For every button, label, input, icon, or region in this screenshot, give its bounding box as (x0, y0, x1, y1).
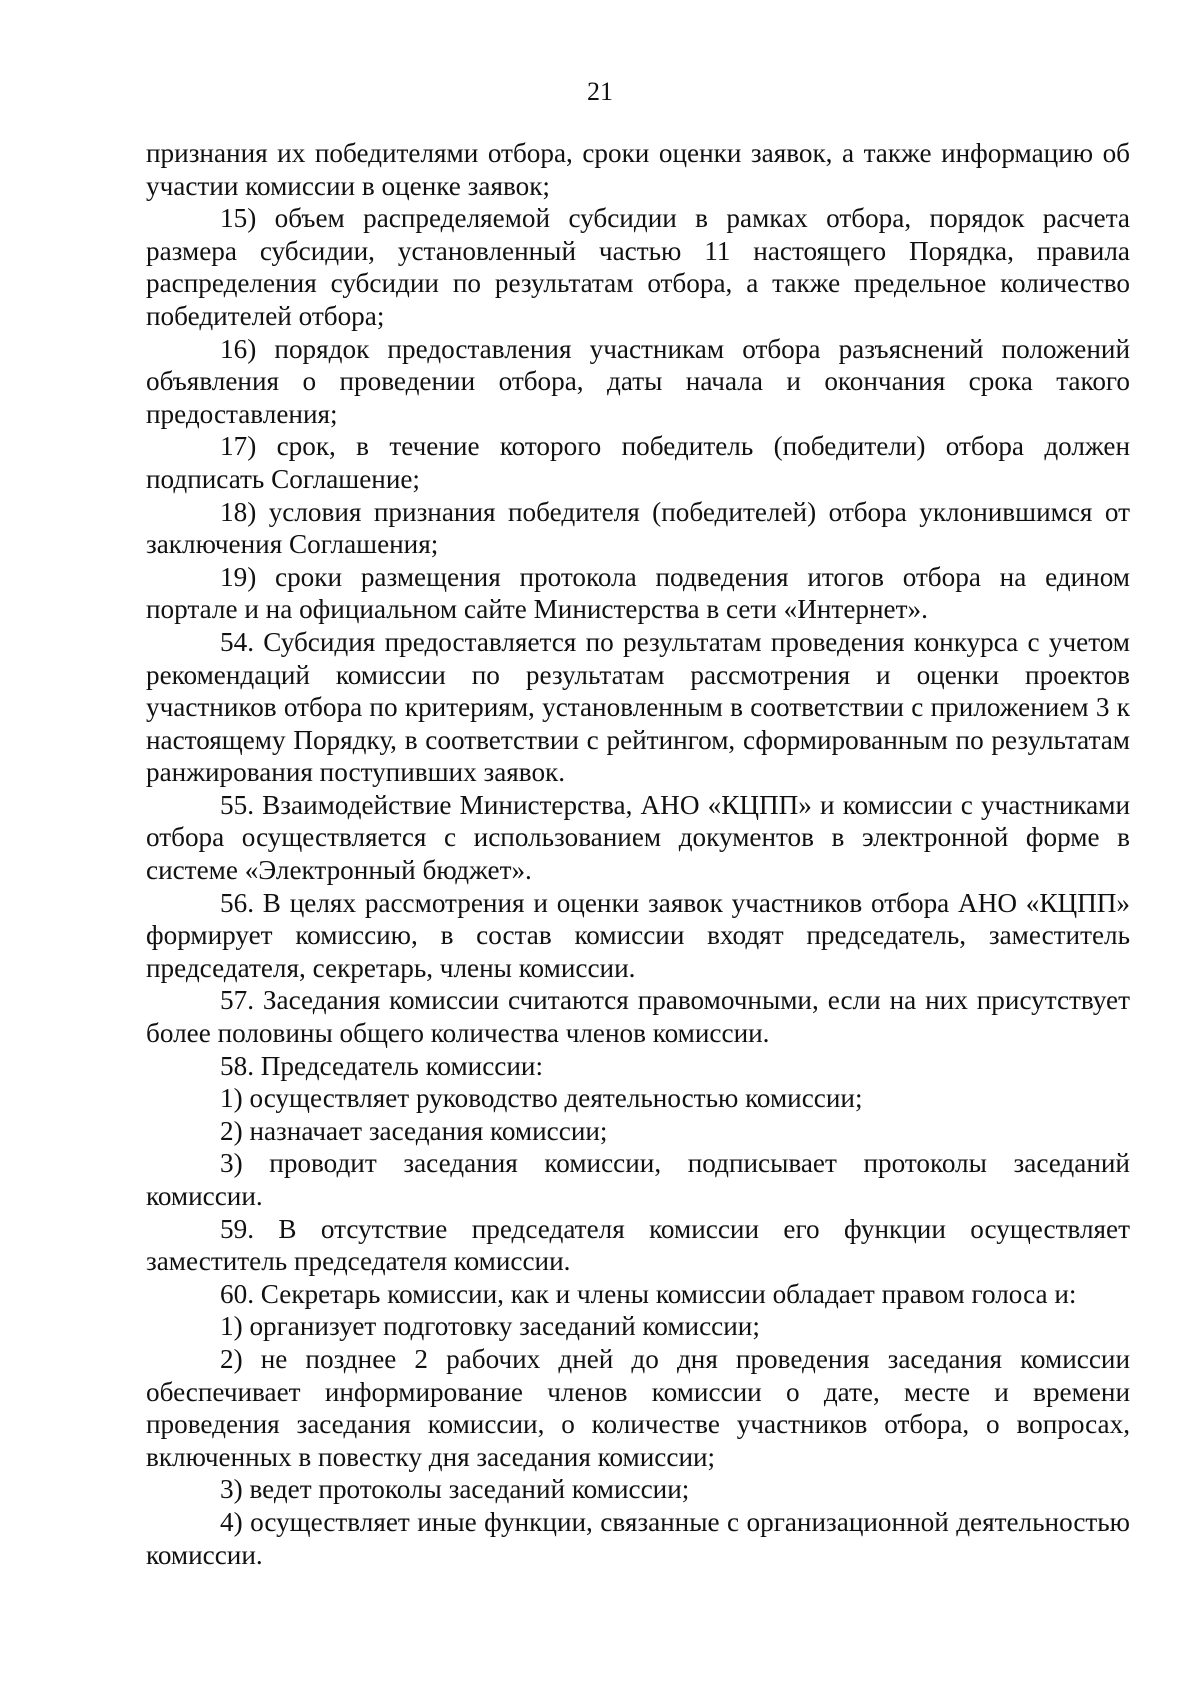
paragraph-continuation: признания их победителями отбора, сроки оценки заявок, а также информацию об участии комиссии в оценке заявок; (146, 138, 1130, 201)
clause-60-item-1: 1) организует подготовку заседаний комиссии; (220, 1311, 760, 1342)
document-body (146, 137, 1130, 1571)
clause-55: 55. Взаимодействие Министерства, АНО «КЦПП» и комиссии с участниками отбора осуществляется с использованием документов в электронной форме в системе «Электронный бюджет». (146, 789, 1130, 886)
list-item-15: 15) объем распределяемой субсидии в рамках отбора, порядок расчета размера субсидии, установленный частью 11 настоящего Порядка, правила распределения субсидии по результатам отбора, а также предельное количество победителей отбора; (146, 203, 1130, 331)
clause-54: 54. Субсидия предоставляется по результатам проведения конкурса с учетом рекомендаций комиссии по результатам рассмотрения и оценки проектов участников отбора по критериям, установленным в соответствии с приложением 3 к настоящему Порядку, в соответствии с рейтингом, сформированным по результатам ранжирования поступивших заявок. (146, 626, 1130, 788)
clause-58-item-2: 2) назначает заседания комиссии; (220, 1115, 608, 1146)
page-number: 21 (587, 77, 613, 106)
clause-60-item-3: 3) ведет протоколы заседаний комиссии; (220, 1474, 690, 1505)
list-item-17: 17) срок, в течение которого победитель (победители) отбора должен подписать Соглашение; (146, 431, 1130, 494)
list-item-19: 19) сроки размещения протокола подведения итогов отбора на едином портале и на официальном сайте Министерства в сети «Интернет». (146, 561, 1130, 625)
clause-58-item-1: 1) осуществляет руководство деятельностью комиссии; (220, 1083, 863, 1114)
clause-57: 57. Заседания комиссии считаются правомочными, если на них присутствует более половины общего количества членов комиссии. (146, 985, 1130, 1049)
clause-60-item-2: 2) не позднее 2 рабочих дней до дня проведения заседания комиссии обеспечивает информирование членов комиссии о дате, месте и времени проведения заседания комиссии, о количестве участников отбора, о вопросах, включенных в повестку дня заседания комиссии; (146, 1343, 1130, 1472)
clause-59: 59. В отсутствие председателя комиссии его функции осуществляет заместитель председателя комиссии. (146, 1213, 1130, 1277)
clause-60: 60. Секретарь комиссии, как и члены комиссии обладает правом голоса и: (220, 1278, 1077, 1309)
list-item-18: 18) условия признания победителя (победителей) отбора уклонившимся от заключения Соглашения; (146, 496, 1130, 560)
clause-60-item-4: 4) осуществляет иные функции, связанные с организационной деятельностью комиссии. (146, 1506, 1130, 1570)
clause-58-item-3: 3) проводит заседания комиссии, подписывает протоколы заседаний комиссии. (146, 1148, 1130, 1211)
clause-56: 56. В целях рассмотрения и оценки заявок участников отбора АНО «КЦПП» формирует комиссию, в состав комиссии входят председатель, заместитель председателя, секретарь, члены комиссии. (146, 887, 1130, 983)
clause-58: 58. Председатель комиссии: (220, 1050, 544, 1081)
list-item-16: 16) порядок предоставления участникам отбора разъяснений положений объявления о проведении отбора, даты начала и окончания срока такого предоставления; (146, 333, 1130, 429)
